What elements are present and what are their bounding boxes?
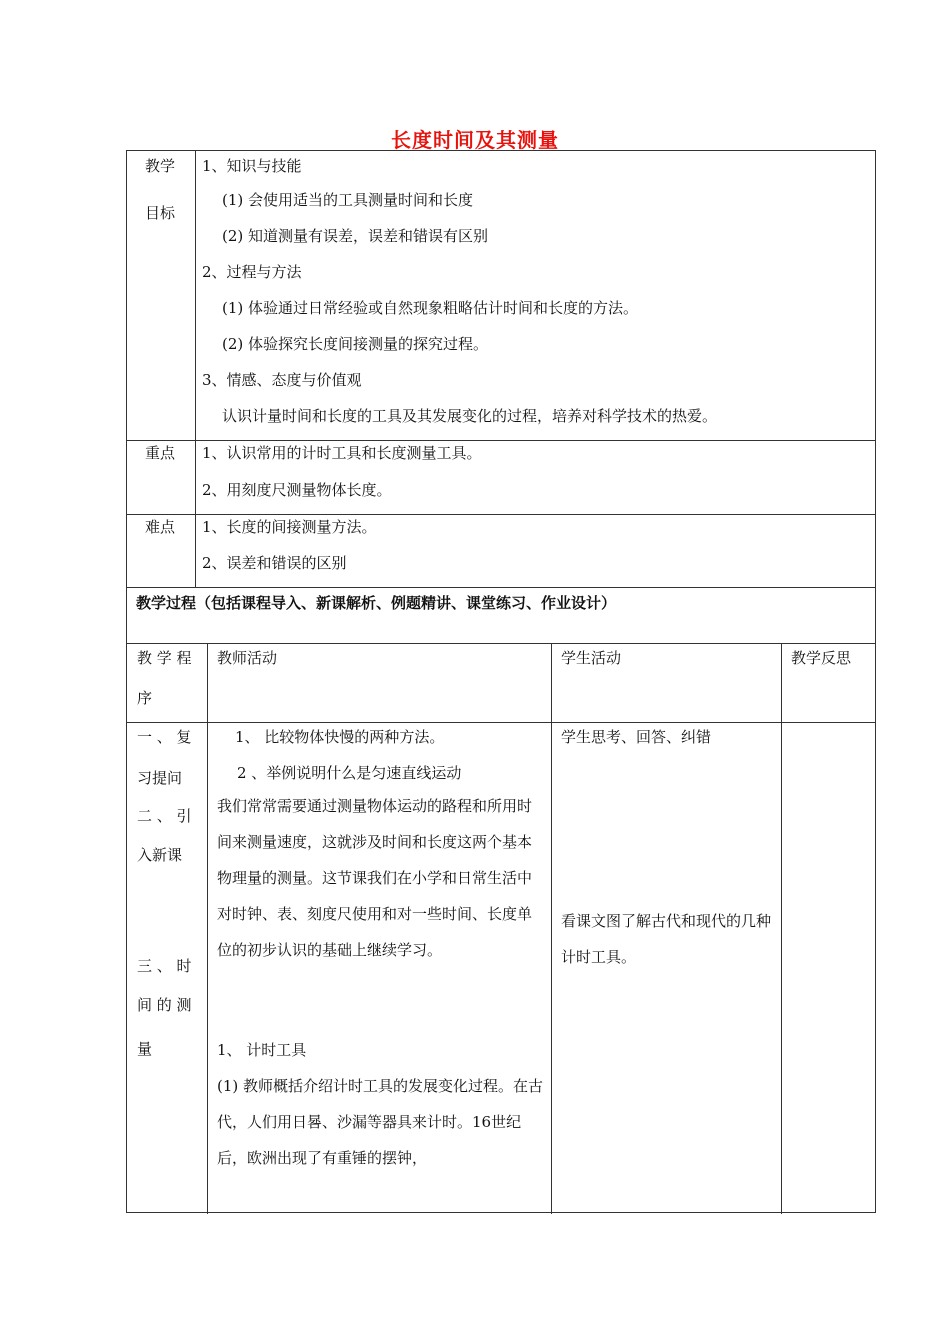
teacher-activity-line: 1、 比较物体快慢的两种方法。 bbox=[235, 728, 445, 746]
goal-line: 认识计量时间和长度的工具及其发展变化的过程，培养对科学技术的热爱。 bbox=[222, 407, 718, 425]
column-header-procedure: 序 bbox=[137, 689, 153, 707]
row-divider bbox=[127, 722, 875, 723]
student-activity-line: 学生思考、回答、纠错 bbox=[561, 728, 712, 746]
key-points-label: 重点 bbox=[145, 444, 176, 462]
col-divider bbox=[551, 643, 552, 1214]
difficulties-label: 难点 bbox=[145, 518, 176, 536]
goal-line: (1) 体验通过日常经验或自然现象粗略估计时间和长度的方法。 bbox=[222, 299, 639, 317]
procedure-step: 间 的 测 bbox=[137, 996, 192, 1014]
difficulty-line: 1、长度的间接测量方法。 bbox=[202, 518, 377, 536]
key-point-line: 1、认识常用的计时工具和长度测量工具。 bbox=[202, 444, 482, 462]
process-header: 教学过程（包括课程导入、新课解析、例题精讲、课堂练习、作业设计） bbox=[136, 594, 617, 612]
row-divider bbox=[127, 514, 875, 515]
key-point-line: 2、用刻度尺测量物体长度。 bbox=[202, 481, 392, 499]
student-activity-paragraph: 看课文图了解古代和现代的几种计时工具。 bbox=[561, 912, 772, 966]
procedure-step: 三 、 时 bbox=[137, 957, 192, 975]
teacher-activity-paragraph: (1) 教师概括介绍计时工具的发展变化过程。在古代，人们用日晷、沙漏等器具来计时。16世纪后，欧洲出现了有重锤的摆钟， bbox=[217, 1077, 544, 1167]
goals-label: 教学 bbox=[145, 157, 176, 175]
lesson-plan-table bbox=[126, 150, 876, 1213]
teacher-activity-line: 1、 计时工具 bbox=[217, 1041, 307, 1059]
teacher-activity-line: 2 、举例说明什么是匀速直线运动 bbox=[237, 764, 462, 782]
teacher-activity-paragraph: 我们常常需要通过测量物体运动的路程和所用时间来测量速度，这就涉及时间和长度这两个基本物理量的测量。这节课我们在小学和日常生活中对时钟、表、刻度尺使用和对一些时间、长度单位的初步认识的基础上继续学习。 bbox=[217, 797, 533, 959]
procedure-step: 量 bbox=[137, 1040, 153, 1058]
col-divider bbox=[195, 151, 196, 587]
goal-line: (2) 知道测量有误差，误差和错误有区别 bbox=[222, 227, 489, 245]
goal-line: (1) 会使用适当的工具测量时间和长度 bbox=[222, 191, 474, 209]
col-divider bbox=[207, 643, 208, 1214]
procedure-step: 二 、 引 bbox=[137, 807, 192, 825]
row-divider bbox=[127, 440, 875, 441]
column-header-procedure: 教 学 程 bbox=[137, 649, 192, 667]
procedure-step: 一 、 复 bbox=[137, 728, 192, 746]
row-divider bbox=[127, 643, 875, 644]
goals-label: 目标 bbox=[145, 204, 176, 222]
procedure-step: 习提问 bbox=[137, 769, 183, 787]
difficulty-line: 2、误差和错误的区别 bbox=[202, 554, 347, 572]
column-header-teacher: 教师活动 bbox=[217, 649, 278, 667]
column-header-student: 学生活动 bbox=[561, 649, 622, 667]
goal-line: 2、过程与方法 bbox=[202, 263, 302, 281]
col-divider bbox=[781, 643, 782, 1214]
goal-line: 1、知识与技能 bbox=[202, 157, 302, 175]
page-title: 长度时间及其测量 bbox=[391, 128, 559, 152]
column-header-reflection: 教学反思 bbox=[791, 649, 852, 667]
goal-line: 3、情感、态度与价值观 bbox=[202, 371, 362, 389]
row-divider bbox=[127, 587, 875, 588]
procedure-step: 入新课 bbox=[137, 846, 183, 864]
goal-line: (2) 体验探究长度间接测量的探究过程。 bbox=[222, 335, 489, 353]
